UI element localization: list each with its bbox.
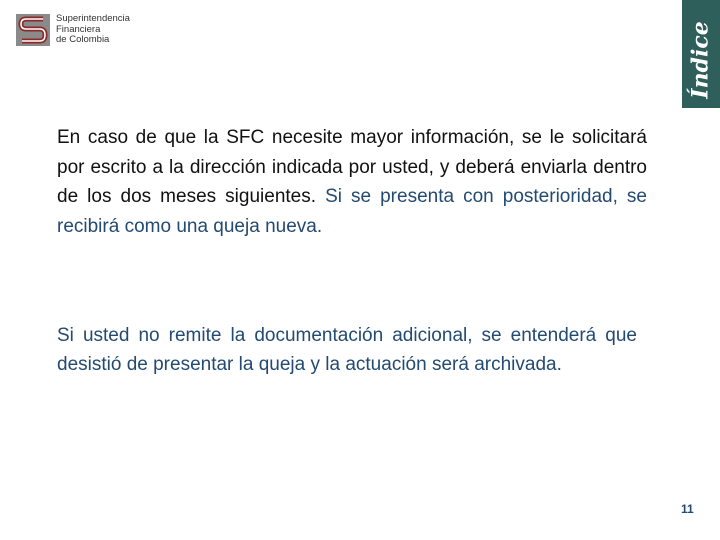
- paragraph-info-request-main: En caso de que la SFC necesite mayor información, se le solicitará por escrito a la dirección indicada por usted, y deberá enviarla dentro de los dos meses siguientes.: [57, 127, 647, 207]
- paragraph-info-request-late: Si se presenta con posterioridad, se recibirá como una queja nueva.: [57, 186, 647, 237]
- index-tab-label: Índice: [688, 21, 715, 99]
- page-number: 11: [681, 502, 694, 516]
- logo-line-2: Financiera: [56, 23, 101, 35]
- index-tab[interactable]: [682, 0, 720, 108]
- paragraph-info-request: [57, 123, 647, 241]
- logo-line-3: de Colombia: [56, 34, 110, 46]
- sfc-logo-mark-icon: [16, 14, 50, 46]
- logo-line-1: Superintendencia: [56, 13, 130, 25]
- paragraph-no-documentation: Si usted no remite la documentación adicional, se entenderá que desistió de presentar la queja y la actuación será archivada.: [57, 325, 637, 375]
- logo-wordmark: [56, 14, 130, 46]
- sfc-logo: [16, 14, 130, 46]
